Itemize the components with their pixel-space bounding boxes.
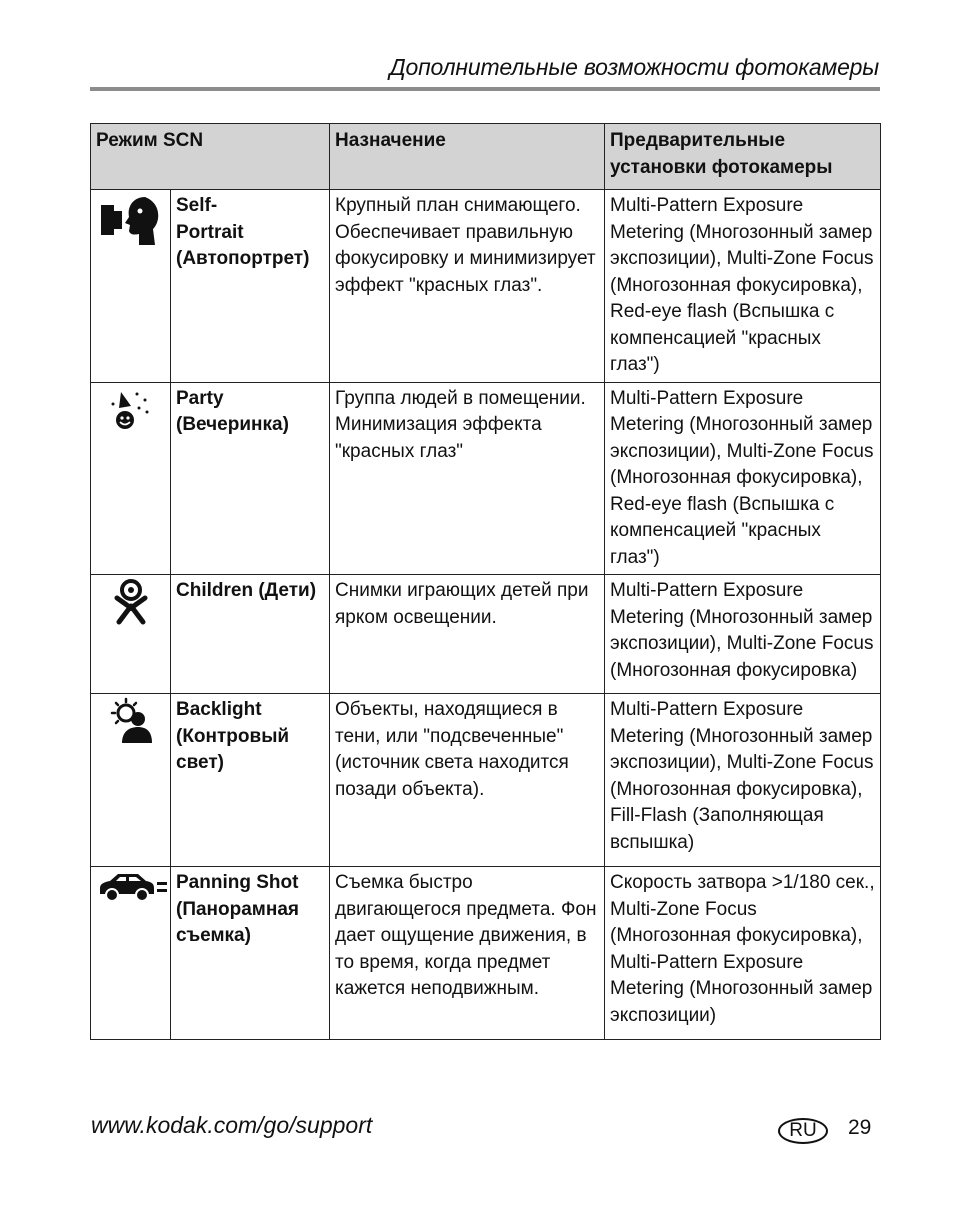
mode-purpose: Съемка быстро двигающегося предмета. Фон дает ощущение движения, в то время, когда предмет кажется неподвижным. [330, 867, 605, 1040]
mode-name: Children (Дети) [171, 575, 330, 694]
mode-purpose: Объекты, находящиеся в тени, или "подсвеченные" (источник света находится позади объекта). [330, 694, 605, 867]
column-header-mode: Режим SCN [91, 124, 330, 190]
mode-name: Panning Shot (Панорамная съемка) [171, 867, 330, 1040]
mode-icon-cell [91, 190, 171, 383]
party-icon [109, 386, 153, 434]
mode-icon-cell [91, 382, 171, 575]
scn-modes-table [90, 123, 881, 1040]
mode-icon-cell [91, 867, 171, 1040]
support-url: www.kodak.com/go/support [91, 1112, 373, 1138]
mode-purpose: Снимки играющих детей при ярком освещении. [330, 575, 605, 694]
mode-name: Backlight (Контровый свет) [171, 694, 330, 867]
mode-settings: Multi-Pattern Exposure Metering (Многозонный замер экспозиции), Multi-Zone Focus (Многозонная фокусировка), Fill-Flash (Заполняющая вспышка) [605, 694, 881, 867]
table-header-row [91, 124, 881, 190]
table-row [91, 575, 881, 694]
language-badge: RU [778, 1118, 828, 1144]
mode-settings: Multi-Pattern Exposure Metering (Многозонный замер экспозиции), Multi-Zone Focus (Многозонная фокусировка), Red-eye flash (Вспышка с компенсацией "красных глаз") [605, 190, 881, 383]
mode-settings: Скорость затвора >1/180 сек., Multi-Zone Focus (Многозонная фокусировка), Multi-Pattern Exposure Metering (Многозонный замер экспозиции) [605, 867, 881, 1040]
mode-name: Self- Portrait (Автопортрет) [171, 190, 330, 383]
footer-page-info [778, 1112, 871, 1144]
header-divider [90, 87, 880, 91]
panning-car-icon [96, 870, 168, 906]
table-row [91, 382, 881, 575]
self-portrait-icon [99, 193, 163, 249]
page-header-title: Дополнительные возможности фотокамеры [389, 54, 879, 80]
mode-name: Party (Вечеринка) [171, 382, 330, 575]
mode-purpose: Группа людей в помещении. Минимизация эффекта "красных глаз" [330, 382, 605, 575]
mode-settings: Multi-Pattern Exposure Metering (Многозонный замер экспозиции), Multi-Zone Focus (Многозонная фокусировка), Red-eye flash (Вспышка с компенсацией "красных глаз") [605, 382, 881, 575]
table-row [91, 190, 881, 383]
column-header-purpose: Назначение [330, 124, 605, 190]
children-icon [111, 578, 151, 626]
mode-icon-cell [91, 694, 171, 867]
column-header-settings: Предварительные установки фотокамеры [605, 124, 881, 190]
backlight-icon [108, 697, 154, 745]
page-number: 29 [848, 1116, 872, 1139]
table-row [91, 867, 881, 1040]
table-row [91, 694, 881, 867]
mode-icon-cell [91, 575, 171, 694]
mode-settings: Multi-Pattern Exposure Metering (Многозонный замер экспозиции), Multi-Zone Focus (Многозонная фокусировка) [605, 575, 881, 694]
mode-purpose: Крупный план снимающего. Обеспечивает правильную фокусировку и минимизирует эффект "красных глаз". [330, 190, 605, 383]
